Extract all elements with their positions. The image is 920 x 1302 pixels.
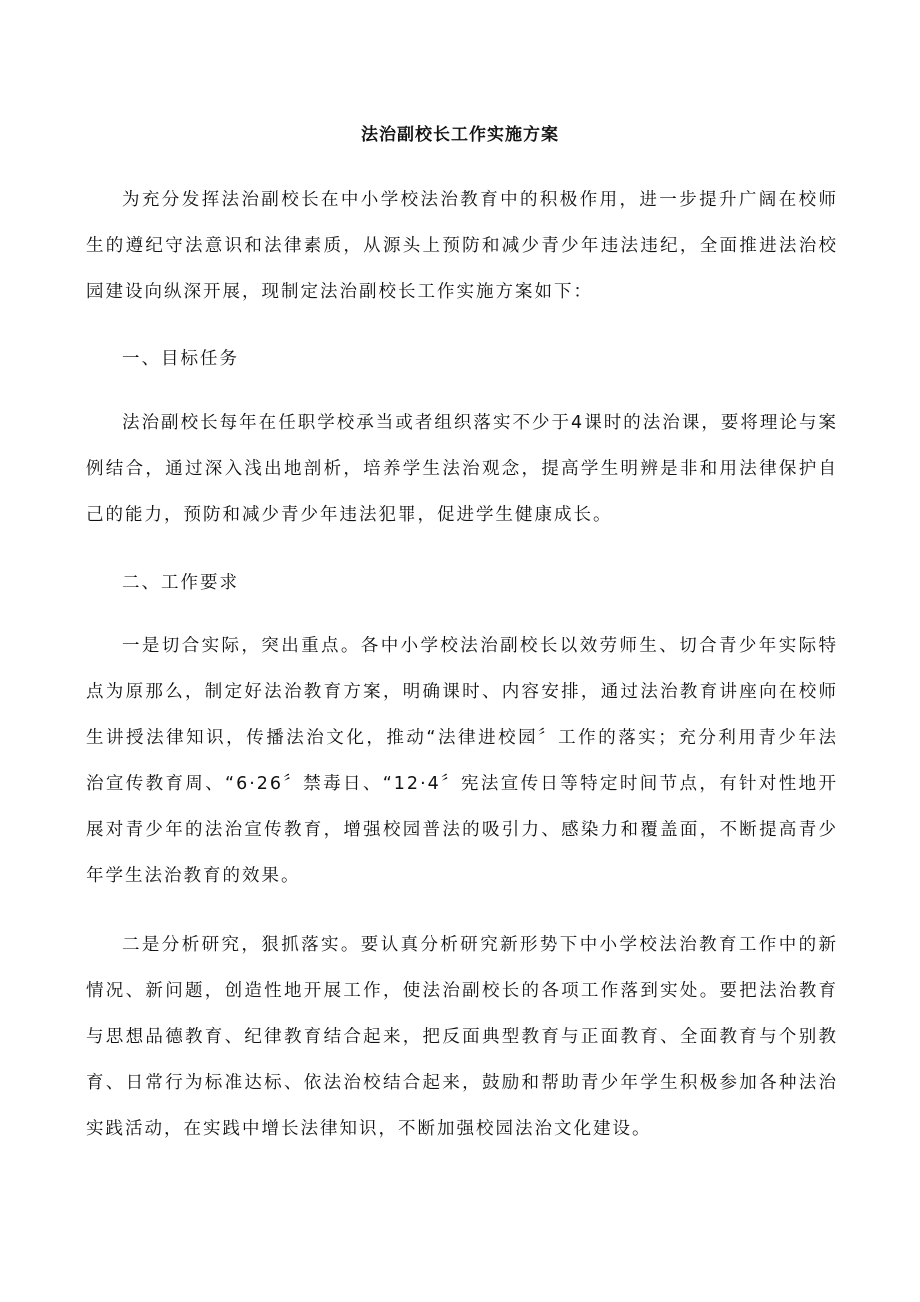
section-heading-goals: 一、目标任务 <box>122 349 239 369</box>
section-heading-requirements: 二、工作要求 <box>122 573 239 593</box>
goals-paragraph: 法治副校长每年在任职学校承当或者组织落实不少于4课时的法治课，要将理论与案例结合，通过深入浅出地剖析，培养学生法治观念，提高学生明辨是非和用法律保护自己的能力，预防和减少青少年违法犯罪，促进学生健康成长。 <box>86 413 838 525</box>
intro-paragraph: 为充分发挥法治副校长在中小学校法治教育中的积极作用，进一步提升广阔在校师生的遵纪守法意识和法律素质，从源头上预防和减少青少年违法违纪，全面推进法治校园建设向纵深开展，现制定法治副校长工作实施方案如下： <box>86 190 838 302</box>
requirement-point-1: 一是切合实际，突出重点。各中小学校法治副校长以效劳师生、切合青少年实际特点为原那么，制定好法治教育方案，明确课时、内容安排，通过法治教育讲座向在校师生讲授法律知识，传播法治文化，推动“法律进校园〞工作的落实；充分利用青少年法治宣传教育周、“6·26〞禁毒日、“12·4〞宪法宣传日等特定时间节点，有针对性地开展对青少年的法治宣传教育，增强校园普法的吸引力、感染力和覆盖面，不断提高青少年学生法治教育的效果。 <box>86 636 838 886</box>
document-title: 法治副校长工作实施方案 <box>361 125 559 145</box>
requirement-point-2: 二是分析研究，狠抓落实。要认真分析研究新形势下中小学校法治教育工作中的新情况、新问题，创造性地开展工作，使法治副校长的各项工作落到实处。要把法治教育与思想品德教育、纪律教育结合起来，把反面典型教育与正面教育、全面教育与个别教育、日常行为标准达标、依法治校结合起来，鼓励和帮助青少年学生积极参加各种法治实践活动，在实践中增长法律知识，不断加强校园法治文化建设。 <box>86 935 838 1139</box>
